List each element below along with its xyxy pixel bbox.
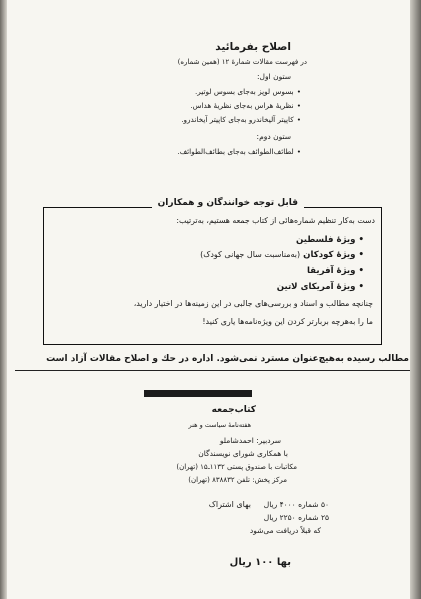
masthead-collaboration: با همکاری شورای نویسندگان — [198, 449, 288, 458]
notice-item — [307, 266, 364, 276]
errata-title: اصلاح بفرمائید — [215, 41, 291, 53]
notice-item-label: ویژهٔ فلسطین — [296, 235, 356, 245]
page-right-edge — [410, 0, 421, 599]
errata-intro: در فهرست مقالات شمارهٔ ۱۲ (همین شماره) — [177, 58, 307, 66]
disclaimer: مطالب رسیده به‌هیچ‌عنوان مسترد نمی‌شود. اداره در حك و اصلاح مقالات آزاد است — [46, 354, 409, 364]
notice-item-note: (به‌مناسبت سال جهانی کودک) — [200, 250, 301, 259]
notice-intro: دست به‌کار تنظیم شماره‌هائی از کتاب جمعه هستیم، به‌ترتیب: — [176, 216, 375, 225]
notice-item — [200, 250, 364, 260]
notice-item — [296, 235, 364, 245]
page-left-edge — [0, 0, 7, 599]
errata-column1-title: ستون اول: — [257, 72, 291, 81]
subscription-label: بهای اشتراک — [208, 500, 251, 509]
notice-closing-line: چنانچه مطالب و اسناد و بررسی‌های جالبی در این زمینه‌ها در اختیار دارید، — [133, 299, 373, 308]
errata-item: • لطائف‌الطوائف به‌جای بطائف‌الطوائف. — [177, 147, 301, 156]
masthead-subtitle: هفته‌نامهٔ سیاست و هنر — [188, 421, 251, 429]
masthead-bar — [144, 390, 252, 397]
cover-price: بها ۱۰۰ ریال — [229, 557, 291, 568]
notice-item-label: ویژهٔ آمریکای لاتین — [276, 282, 356, 292]
notice-item-label: ویژهٔ کودکان — [303, 250, 356, 260]
errata-item: • بسوس لوپز به‌جای بسوس لوتیر. — [195, 87, 301, 96]
errata-item: • نظریهٔ هراس به‌جای نظریهٔ هداس. — [190, 101, 301, 110]
notice-item — [277, 282, 364, 292]
errata-column2-title: ستون دوم: — [256, 132, 291, 141]
subscription-rate: ۲۵ شماره ۲۲۵۰ ریال — [263, 513, 329, 522]
masthead-title: کتاب‌جمعه — [211, 405, 256, 415]
masthead-editor: سردبیر: احمدشاملو — [219, 436, 281, 445]
notice-title: قابل توجه خوانندگان و همکاران — [152, 198, 304, 208]
notice-item-label: ویژهٔ آفریقا — [306, 266, 356, 276]
masthead-mail: مکاتبات با صندوق پستی ۱۱۳۲ـ۱۵ (تهران) — [176, 463, 297, 471]
notice-closing-line: ما را به‌هرچه بربارتر کردن این ویژه‌نامه‌ها یاری کنید! — [202, 317, 373, 326]
subscription-note: که قبلاً دریافت می‌شود — [249, 526, 321, 535]
divider — [15, 370, 410, 371]
subscription-rate: ۵۰ شماره ۴۰۰۰ ریال — [263, 500, 329, 509]
errata-item: • کاپیتر آلیخاندرو به‌جای کاپیتر آیخاندرو. — [181, 115, 301, 124]
masthead-distribution: مرکز پخش: تلفن ۸۳۸۸۳۲ (تهران) — [188, 476, 287, 484]
